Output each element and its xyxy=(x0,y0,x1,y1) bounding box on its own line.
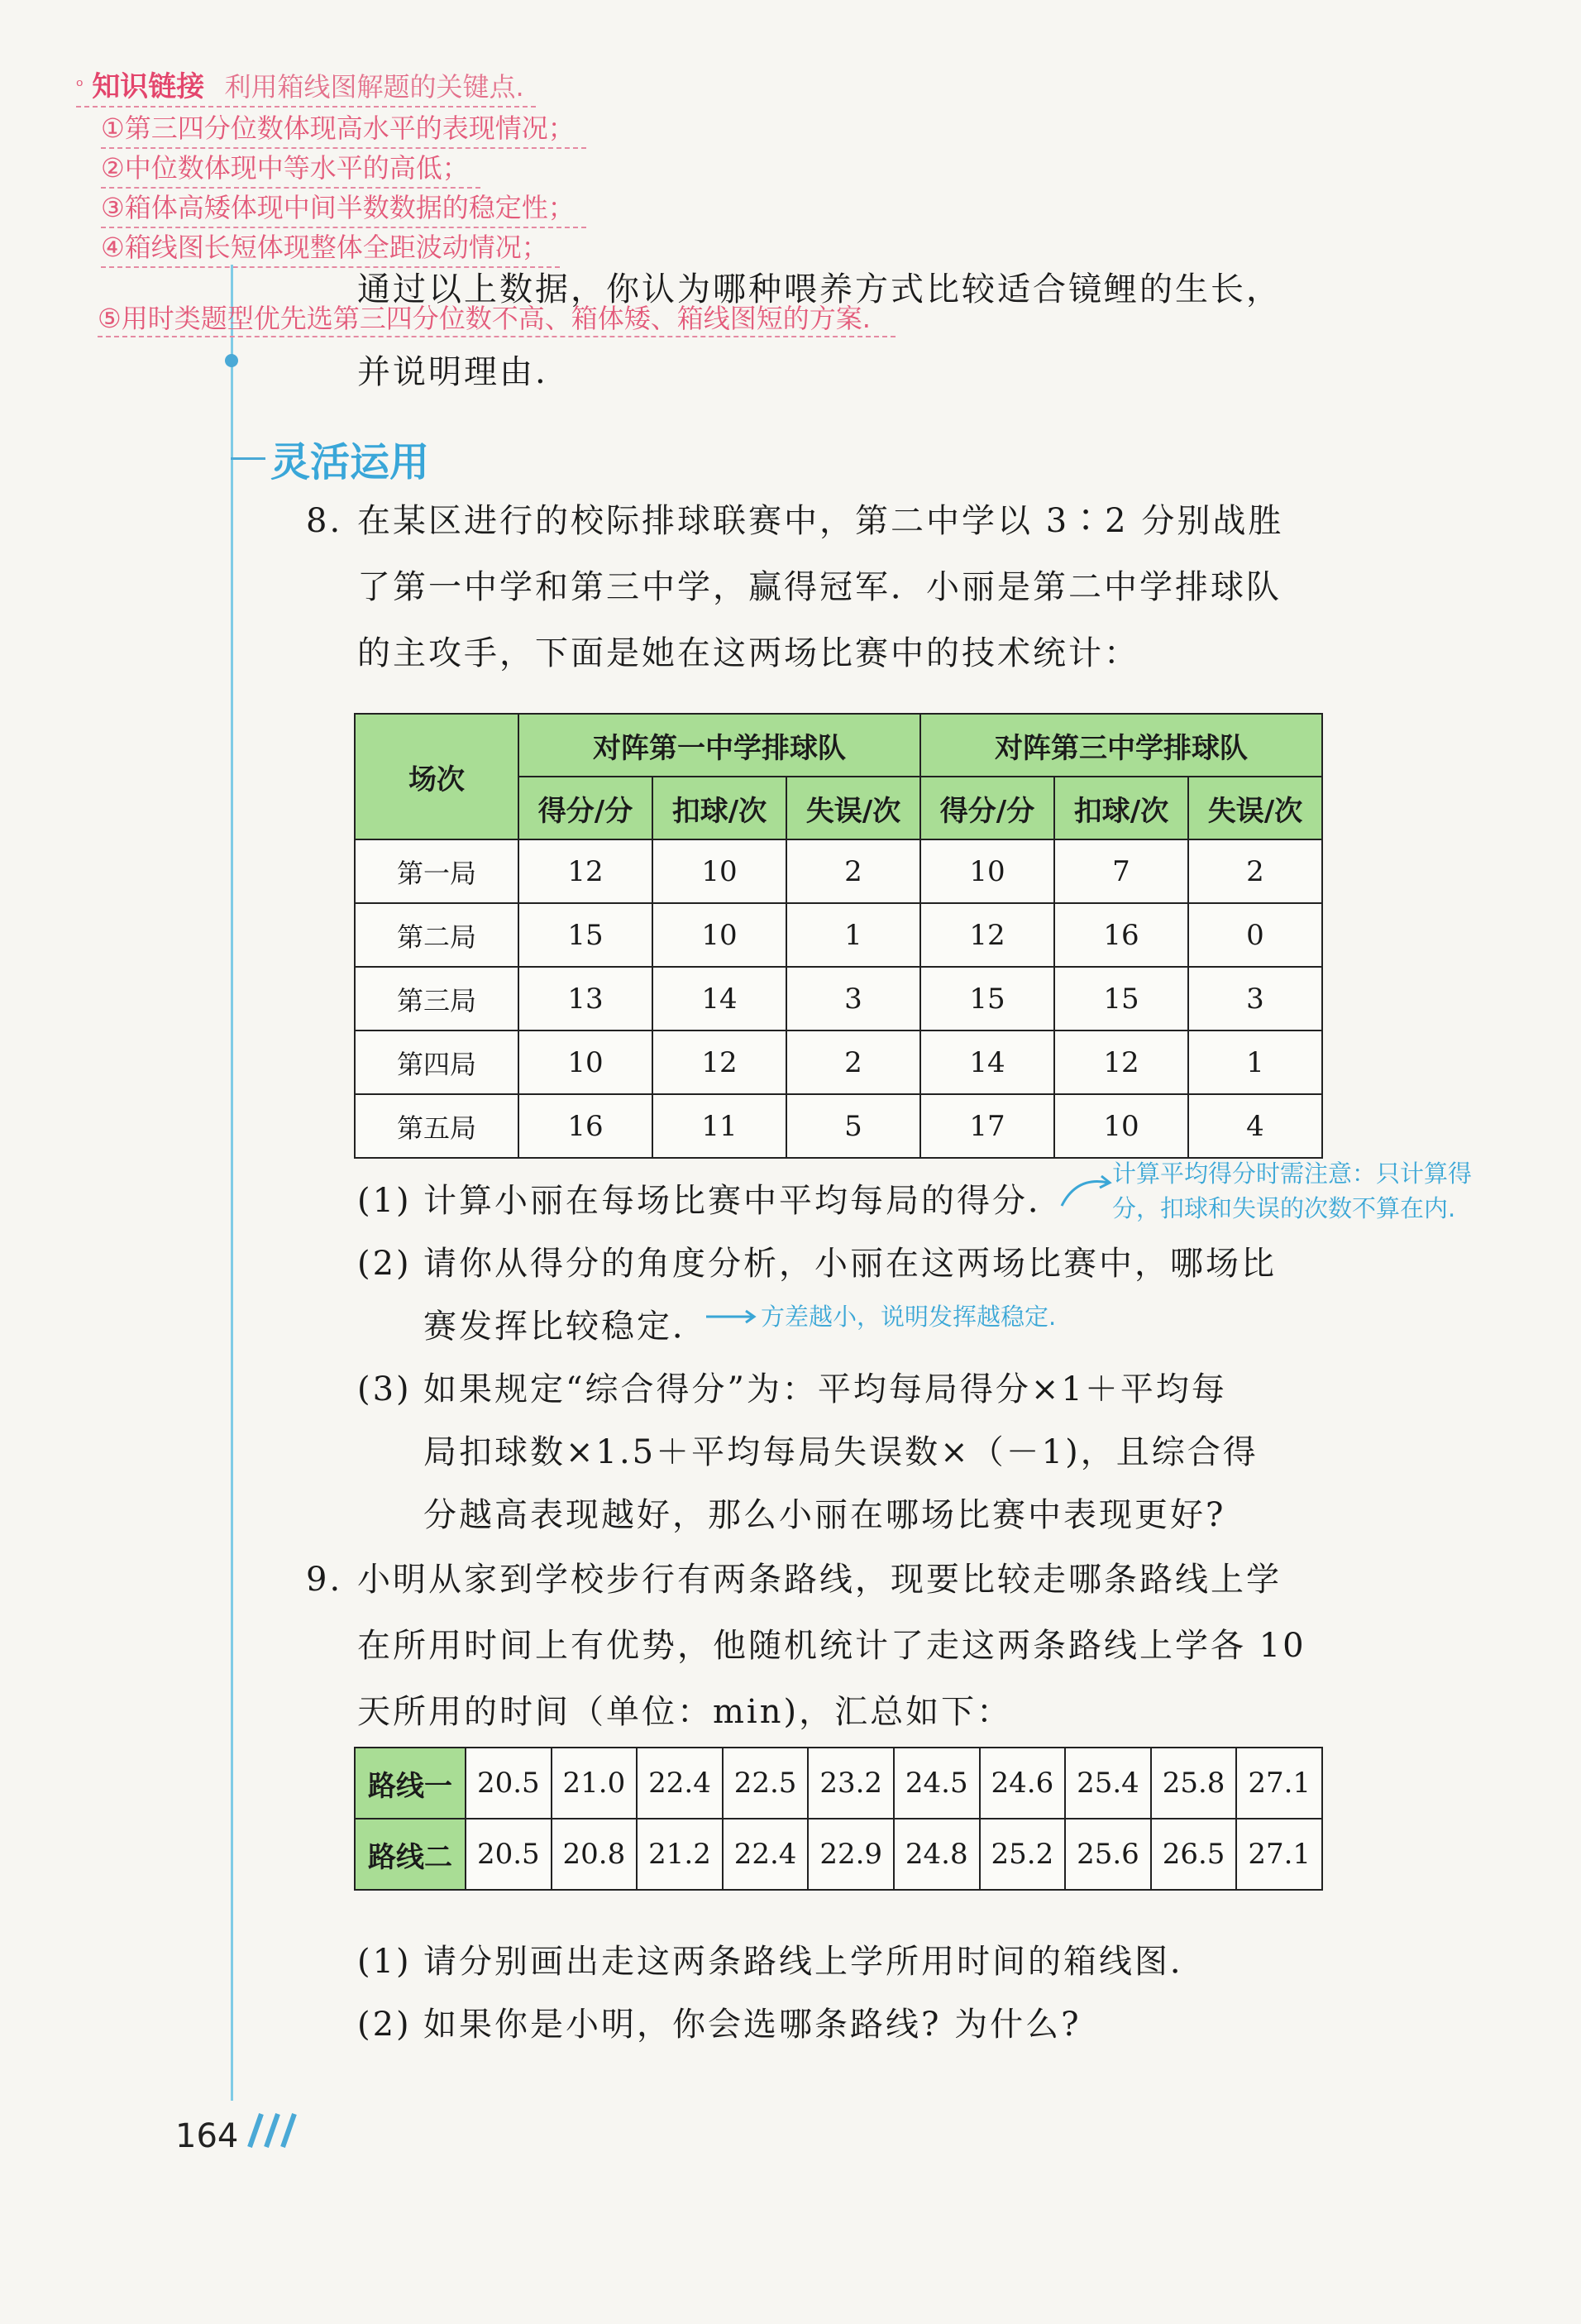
sub-text: 赛发挥比较稳定． xyxy=(423,1308,708,1346)
sub-text: 如果规定“综合得分”为：平均每局得分×1＋平均每 xyxy=(423,1370,1227,1408)
row-label: 第五局 xyxy=(355,1094,518,1158)
table-cell: 12 xyxy=(920,903,1054,967)
table-cell: 27.1 xyxy=(1236,1819,1322,1890)
row-label: 第三局 xyxy=(355,967,518,1030)
margin-guide-line xyxy=(231,265,233,2101)
question-8 xyxy=(306,488,1340,686)
row-label: 第一局 xyxy=(355,839,518,903)
section-header xyxy=(231,430,429,487)
table-cell: 25.8 xyxy=(1151,1748,1237,1819)
table-cell: 24.5 xyxy=(894,1748,980,1819)
q7-line-1: 通过以上数据，你认为哪种喂养方式比较适合镜鲤的生长， xyxy=(357,270,1282,308)
knowledge-point: ④箱线图长短体现整体全距波动情况； xyxy=(101,228,560,268)
question-number: 9. xyxy=(306,1561,343,1599)
column-header: 得分/分 xyxy=(518,777,652,839)
table-cell: 10 xyxy=(652,839,786,903)
q8-line: 了第一中学和第三中学，赢得冠军．小丽是第二中学排球队 xyxy=(357,568,1282,606)
section-title: 灵活运用 xyxy=(270,439,430,485)
table-cell: 10 xyxy=(518,1030,652,1094)
table-cell: 22.5 xyxy=(723,1748,809,1819)
table-cell: 12 xyxy=(518,839,652,903)
q9-line: 天所用的时间（单位：min)，汇总如下： xyxy=(357,1693,1013,1731)
table-cell: 21.2 xyxy=(637,1819,723,1890)
sub-label: (2) xyxy=(357,1245,412,1283)
table-cell: 3 xyxy=(786,967,920,1030)
table-cell: 21.0 xyxy=(552,1748,638,1819)
knowledge-link-intro: 利用箱线图解题的关键点. xyxy=(224,71,524,103)
table-row xyxy=(355,903,1322,967)
table-cell: 25.6 xyxy=(1065,1819,1151,1890)
group-header: 对阵第一中学排球队 xyxy=(518,714,920,777)
sub-label: (1) xyxy=(357,1943,412,1981)
table-cell: 26.5 xyxy=(1151,1819,1237,1890)
table-cell: 7 xyxy=(1054,839,1188,903)
table-cell: 2 xyxy=(1188,839,1322,903)
guide-dot xyxy=(225,354,238,367)
table-cell: 4 xyxy=(1188,1094,1322,1158)
table-cell: 27.1 xyxy=(1236,1748,1322,1819)
group-header: 对阵第三中学排球队 xyxy=(920,714,1322,777)
table-cell: 1 xyxy=(1188,1030,1322,1094)
table-cell: 22.4 xyxy=(723,1819,809,1890)
q8-sub-2 xyxy=(357,1232,1349,1358)
table-cell: 1 xyxy=(786,903,920,967)
table-cell: 20.8 xyxy=(552,1819,638,1890)
knowledge-point: ⑤用时类题型优先选第三四分位数不高、箱体矮、箱线图短的方案. xyxy=(98,298,896,337)
table-cell: 22.4 xyxy=(637,1748,723,1819)
table-cell: 23.2 xyxy=(808,1748,894,1819)
decorative-slashes-icon xyxy=(238,2109,304,2150)
knowledge-link-tag: 知识链接 xyxy=(92,70,205,103)
section-bar xyxy=(231,457,265,460)
q9-line: 在所用时间上有优势，他随机统计了走这两条路线上学各 10 xyxy=(357,1627,1306,1665)
table-cell: 2 xyxy=(786,839,920,903)
sub-text: 局扣球数×1.5＋平均每局失误数×（－1)，且综合得 xyxy=(423,1433,1259,1471)
note-line: 分，扣球和失误的次数不算在内. xyxy=(1112,1194,1456,1222)
table-cell: 15 xyxy=(1054,967,1188,1030)
q9-line: 小明从家到学校步行有两条路线，现要比较走哪条路线上学 xyxy=(357,1561,1282,1599)
table-row xyxy=(355,839,1322,903)
sub-label: (3) xyxy=(357,1370,412,1408)
q9-sub-1 xyxy=(357,1930,1349,1993)
table-cell: 16 xyxy=(518,1094,652,1158)
table-cell: 5 xyxy=(786,1094,920,1158)
column-header: 失误/次 xyxy=(1188,777,1322,839)
knowledge-point: ①第三四分位数体现高水平的表现情况； xyxy=(101,109,586,149)
table-cell: 3 xyxy=(1188,967,1322,1030)
route-time-table xyxy=(354,1747,1323,1891)
table-cell: 22.9 xyxy=(808,1819,894,1890)
lightbulb-icon: ᵒ xyxy=(76,76,84,97)
sub-text: 请你从得分的角度分析，小丽在这两场比赛中，哪场比 xyxy=(423,1245,1277,1283)
note-line: 计算平均得分时需注意：只计算得 xyxy=(1112,1160,1473,1188)
table-cell: 16 xyxy=(1054,903,1188,967)
table-row xyxy=(355,1748,1322,1819)
table-cell: 13 xyxy=(518,967,652,1030)
table-row xyxy=(355,1030,1322,1094)
knowledge-point: ②中位数体现中等水平的高低； xyxy=(101,149,480,189)
q7-line-2: 并说明理由. xyxy=(357,353,548,391)
table-cell: 24.8 xyxy=(894,1819,980,1890)
table-cell: 11 xyxy=(652,1094,786,1158)
table-row xyxy=(355,1094,1322,1158)
question-number: 8. xyxy=(306,502,343,540)
table-cell: 15 xyxy=(920,967,1054,1030)
table-cell: 14 xyxy=(920,1030,1054,1094)
table-cell: 20.5 xyxy=(466,1748,552,1819)
table-cell: 15 xyxy=(518,903,652,967)
table-cell: 25.2 xyxy=(980,1819,1066,1890)
row-label: 路线二 xyxy=(355,1819,466,1890)
column-header: 失误/次 xyxy=(786,777,920,839)
volleyball-stats-table xyxy=(354,713,1323,1159)
column-header: 扣球/次 xyxy=(652,777,786,839)
knowledge-point-list xyxy=(76,109,1002,268)
table-cell: 20.5 xyxy=(466,1819,552,1890)
side-note-1 xyxy=(1112,1156,1472,1226)
row-label: 第二局 xyxy=(355,903,518,967)
table-cell: 10 xyxy=(920,839,1054,903)
q8-sub-3 xyxy=(357,1358,1349,1547)
table-cell: 0 xyxy=(1188,903,1322,967)
table-cell: 14 xyxy=(652,967,786,1030)
sub-text: 如果你是小明，你会选哪条路线? 为什么? xyxy=(423,2006,1082,2044)
knowledge-link-box xyxy=(76,68,1002,268)
table-cell: 2 xyxy=(786,1030,920,1094)
knowledge-point: ③箱体高矮体现中间半数数据的稳定性； xyxy=(101,189,586,228)
table-cell: 10 xyxy=(652,903,786,967)
sub-text: 分越高表现越好，那么小丽在哪场比赛中表现更好? xyxy=(423,1496,1226,1534)
table-corner-header: 场次 xyxy=(355,714,518,839)
row-label: 第四局 xyxy=(355,1030,518,1094)
table-cell: 25.4 xyxy=(1065,1748,1151,1819)
table-row xyxy=(355,1819,1322,1890)
sub-label: (2) xyxy=(357,2006,412,2044)
column-header: 得分/分 xyxy=(920,777,1054,839)
table-cell: 12 xyxy=(1054,1030,1188,1094)
curved-arrow-icon xyxy=(1058,1173,1113,1211)
question-9 xyxy=(306,1547,1340,1745)
sub-text: 请分别画出走这两条路线上学所用时间的箱线图． xyxy=(423,1943,1206,1981)
q8-line: 在某区进行的校际排球联赛中，第二中学以 3∶2 分别战胜 xyxy=(357,502,1284,540)
page-number: 164 xyxy=(175,2117,239,2155)
sub-text: 计算小丽在每场比赛中平均每局的得分． xyxy=(423,1182,1063,1220)
table-cell: 10 xyxy=(1054,1094,1188,1158)
arrow-right-icon xyxy=(705,1308,759,1325)
table-row xyxy=(355,967,1322,1030)
q8-line: 的主攻手，下面是她在这两场比赛中的技术统计： xyxy=(357,634,1139,672)
table-cell: 24.6 xyxy=(980,1748,1066,1819)
side-note-2: 方差越小，说明发挥越稳定. xyxy=(761,1303,1057,1331)
table-cell: 17 xyxy=(920,1094,1054,1158)
column-header: 扣球/次 xyxy=(1054,777,1188,839)
row-label: 路线一 xyxy=(355,1748,466,1819)
table-cell: 12 xyxy=(652,1030,786,1094)
sub-label: (1) xyxy=(357,1182,412,1220)
q9-sub-2 xyxy=(357,1993,1349,2056)
